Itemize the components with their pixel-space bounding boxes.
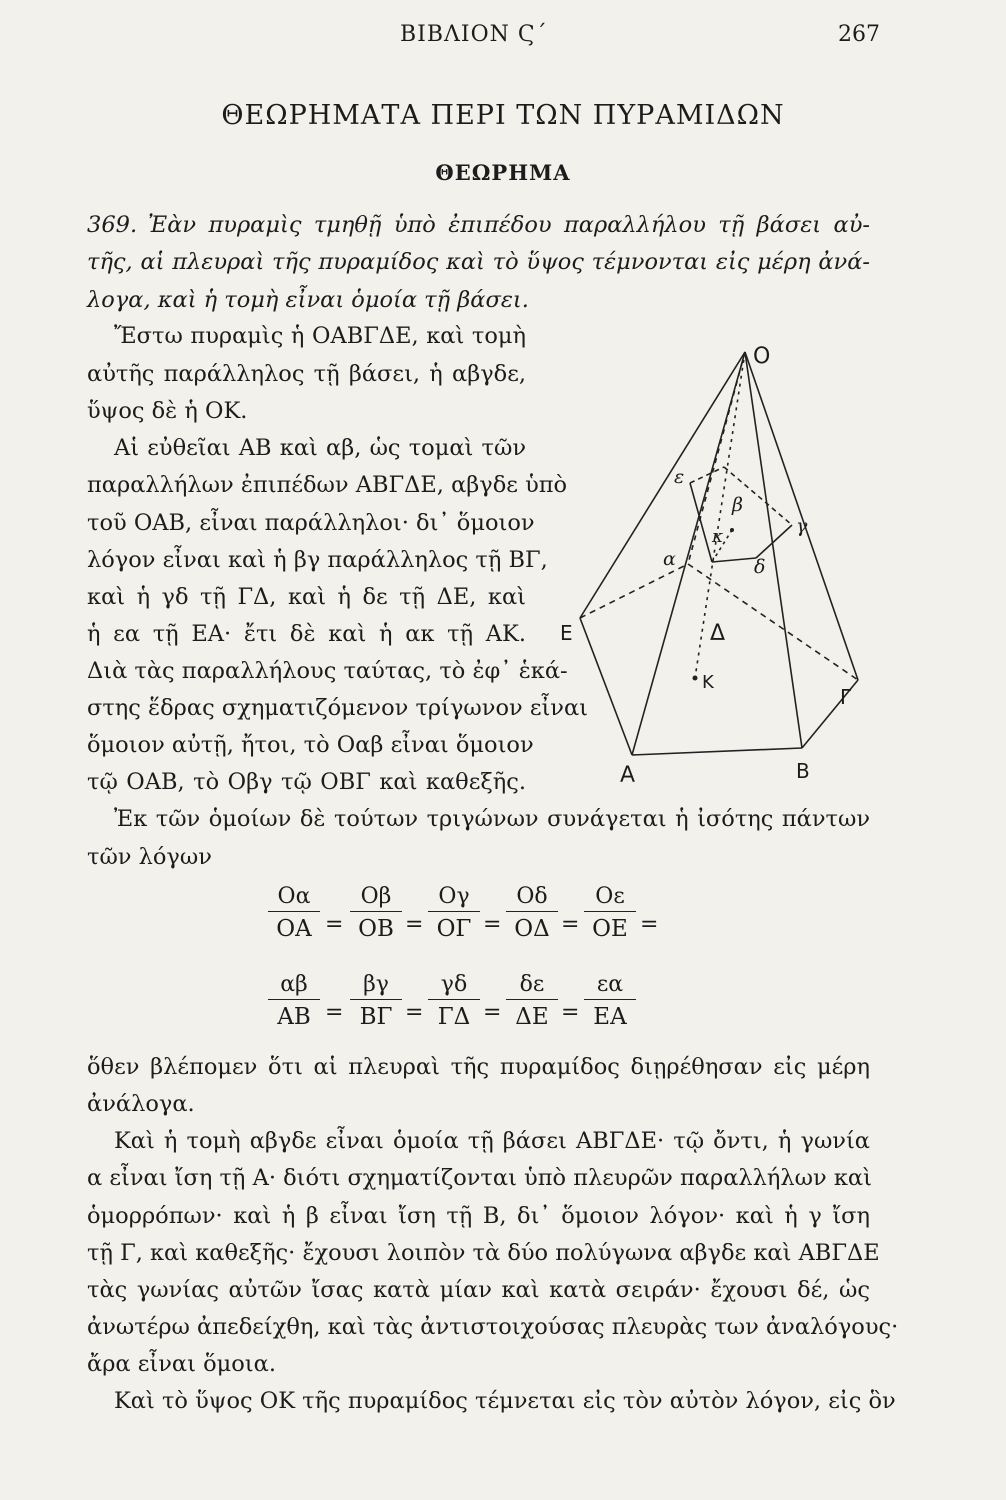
ratio-denominator: ΟΑ — [276, 916, 312, 942]
label-O: Ο — [753, 344, 771, 369]
ratio-denominator: ΟΕ — [592, 916, 628, 942]
ratio-fraction — [506, 972, 558, 1030]
page-number: 267 — [838, 22, 880, 47]
proof-line: Ἔστω πυραμὶς ἡ ΟΑΒΓΔΕ, καὶ τομὴ — [114, 323, 526, 349]
equals-sign: = — [561, 912, 580, 937]
label-A: Α — [620, 763, 636, 788]
edge-OB — [745, 352, 802, 748]
ratio-fraction — [268, 884, 320, 942]
equals-sign: = — [640, 912, 659, 937]
text-line: ἀνωτέρω ἀπεδείχθη, καὶ τὰς ἀντιστοιχούσας πλευρὰς των ἀναλόγους· — [87, 1314, 899, 1340]
proof-line: Αἱ εὐθεῖαι ΑΒ καὶ αβ, ὡς τομαὶ τῶν — [114, 435, 526, 461]
pyramid-figure — [560, 330, 870, 810]
ratio-numerator: γδ — [428, 972, 480, 1000]
ratio-denominator: ΒΓ — [359, 1004, 393, 1030]
proof-line: ὕψος δὲ ἡ ΟΚ. — [87, 398, 248, 424]
ratio-numerator: Οβ — [350, 884, 402, 912]
ratio-denominator: ΟΒ — [358, 916, 394, 942]
equals-sign: = — [325, 1000, 344, 1025]
ratio-denominator: ΕΑ — [593, 1004, 627, 1030]
point-k — [730, 528, 734, 532]
ratio-fraction — [350, 972, 402, 1030]
text-line: α εἶναι ἴση τῇ Α· διότι σχηματίζονται ὑπὸ πλευρῶν παραλλήλων καὶ — [87, 1165, 872, 1191]
proof-line: στης ἕδρας σχηματιζόμενον τρίγωνον εἶναι — [87, 695, 588, 721]
ratio-numerator: βγ — [350, 972, 402, 1000]
ratio-fraction — [584, 972, 636, 1030]
text-line: Ἐκ τῶν ὁμοίων δὲ τούτων τριγώνων συνάγεται ἡ ἰσότης πάντων — [114, 806, 870, 832]
equals-sign: = — [405, 1000, 424, 1025]
equals-sign: = — [483, 1000, 502, 1025]
ratio-numerator: Οε — [584, 884, 636, 912]
ratio-fraction — [428, 884, 480, 942]
equals-sign: = — [561, 1000, 580, 1025]
label-delta: δ — [754, 556, 766, 578]
proof-line: τῷ ΟΑΒ, τὸ Οβγ τῷ ΟΒΓ καὶ καθεξῆς. — [87, 769, 526, 795]
equals-sign: = — [325, 912, 344, 937]
section-title: ΘΕΩΡΗΜΑΤΑ ΠΕΡΙ ΤΩΝ ΠΥΡΑΜΙΔΩΝ — [221, 100, 785, 131]
equals-sign: = — [405, 912, 424, 937]
label-epsilon: ε — [674, 466, 685, 488]
ratio-numerator: αβ — [268, 972, 320, 1000]
ratio-fraction — [584, 884, 636, 942]
label-kappa: κ — [712, 527, 724, 547]
theorem-line-1: Ἐὰν πυραμὶς τμηθῇ ὑπὸ ἐπιπέδου παραλλήλου τῇ βάσει αὐ- — [148, 212, 870, 238]
proof-line: καὶ ἡ γδ τῇ ΓΔ, καὶ ἡ δε τῇ ΔΕ, καὶ — [87, 584, 526, 610]
proof-line: ὅμοιον αὐτῇ, ἤτοι, τὸ Οαβ εἶναι ὅμοιον — [87, 732, 534, 758]
ratio-denominator: ΓΔ — [437, 1004, 471, 1030]
ratio-fraction — [506, 884, 558, 942]
text-line: ἄρα εἶναι ὅμοια. — [87, 1351, 276, 1377]
proof-line: τοῦ ΟΑΒ, εἶναι παράλληλοι· δι᾽ ὅμοιον — [87, 510, 535, 536]
proof-line: παραλλήλων ἐπιπέδων ΑΒΓΔΕ, αβγδε ὑπὸ — [87, 472, 568, 498]
proof-line: Διὰ τὰς παραλλήλους ταύτας, τὸ ἐφ᾽ ἑκά- — [87, 658, 568, 684]
running-header: ΒΙΒΛΙΟΝ Ϛ΄ — [400, 22, 548, 47]
theorem-line-2: τῆς, αἱ πλευραὶ τῆς πυραμίδος καὶ τὸ ὕψος τέμνονται εἰς μέρη ἀνά- — [87, 249, 870, 275]
edge-OE — [580, 352, 745, 618]
edge-AB — [632, 748, 802, 755]
ratio-fraction — [268, 972, 320, 1030]
point-K — [693, 676, 698, 681]
theorem-heading: ΘΕΩΡΗΜΑ — [435, 160, 571, 185]
edge-AE — [580, 618, 632, 755]
ratio-denominator: ΔΕ — [515, 1004, 549, 1030]
label-G: Γ — [840, 685, 852, 709]
ratio-numerator: δε — [506, 972, 558, 1000]
section-ab — [712, 558, 756, 562]
section-ed — [690, 467, 724, 483]
ratio-denominator: ΟΔ — [514, 916, 550, 942]
text-line: τὰς γωνίας αὐτῶν ἴσας κατὰ μίαν καὶ κατὰ σειράν· ἔχουσι δέ, ὡς — [87, 1277, 870, 1303]
proof-line: λόγον εἶναι καὶ ἡ βγ παράλληλος τῇ ΒΓ, — [87, 547, 548, 573]
label-B: Β — [796, 759, 810, 783]
label-gamma: γ — [796, 515, 808, 537]
proof-line: αὐτῆς παράλληλος τῇ βάσει, ἡ αβγδε, — [87, 361, 526, 387]
ratio-denominator: ΟΓ — [436, 916, 472, 942]
text-line: ἀνάλογα. — [87, 1091, 195, 1117]
text-line: τῶν λόγων — [87, 844, 212, 870]
label-D: Δ — [710, 621, 726, 646]
ratio-numerator: εα — [584, 972, 636, 1000]
ratio-denominator: ΑΒ — [277, 1004, 311, 1030]
theorem-number: 369. — [87, 212, 138, 238]
ratio-numerator: Ογ — [428, 884, 480, 912]
theorem-line-3: λογα, καὶ ἡ τομὴ εἶναι ὁμοία τῇ βάσει. — [87, 287, 529, 313]
ratio-fraction — [428, 972, 480, 1030]
text-line: Καὶ τὸ ὕψος ΟΚ τῆς πυραμίδος τέμνεται εἰς τὸν αὐτὸν λόγον, εἰς ὃν — [114, 1388, 896, 1414]
label-beta: β — [732, 494, 743, 516]
text-line: ὁμορρόπων· καὶ ἡ β εἶναι ἴση τῇ Β, δι᾽ ὅμοιον λόγον· καὶ ἡ γ ἴση — [87, 1203, 870, 1229]
ratio-numerator: Οα — [268, 884, 320, 912]
text-line: Καὶ ἡ τομὴ αβγδε εἶναι ὁμοία τῇ βάσει ΑΒΓΔΕ· τῷ ὄντι, ἡ γωνία — [114, 1128, 870, 1154]
label-K: Κ — [702, 672, 714, 693]
label-E: Ε — [560, 621, 573, 645]
text-line: τῇ Γ, καὶ καθεξῆς· ἔχουσι λοιπὸν τὰ δύο πολύγωνα αβγδε καὶ ΑΒΓΔΕ — [87, 1240, 880, 1266]
section-ae — [690, 483, 712, 562]
equals-sign: = — [483, 912, 502, 937]
label-alpha: α — [663, 548, 676, 570]
ratio-numerator: Οδ — [506, 884, 558, 912]
ratio-fraction — [350, 884, 402, 942]
proof-line: ἡ εα τῇ ΕΑ· ἔτι δὲ καὶ ἡ ακ τῇ ΑΚ. — [87, 621, 526, 647]
text-line: ὅθεν βλέπομεν ὅτι αἱ πλευραὶ τῆς πυραμίδος διῃρέθησαν εἰς μέρη — [87, 1054, 870, 1080]
